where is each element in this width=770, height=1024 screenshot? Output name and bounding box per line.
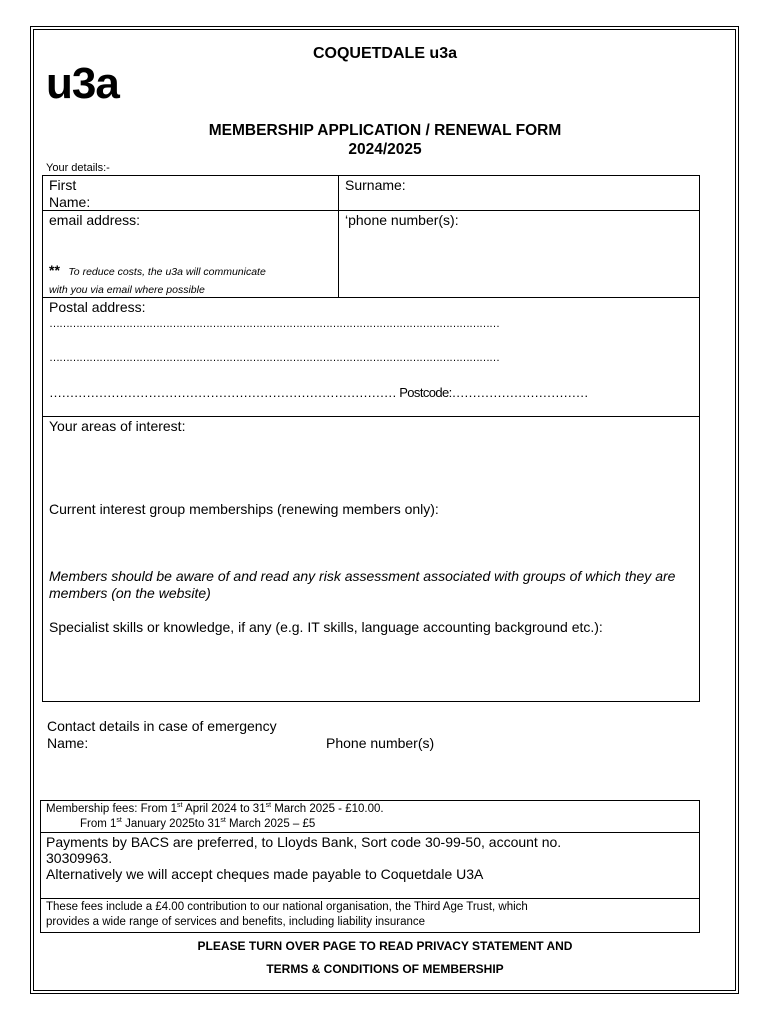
- fees-january-part-c: March 2025 – £5: [225, 817, 316, 830]
- your-details-label: Your details:-: [46, 162, 110, 174]
- emergency-name-label: Name:: [47, 735, 89, 751]
- postal-top-line: [42, 297, 700, 298]
- postal-line-2: ………………………………………………………………………………………………………………………: [49, 352, 499, 364]
- payment-line-3: Alternatively we will accept cheques made payable to Coquetdale U3A: [46, 866, 484, 882]
- email-note-line2: with you via email where possible: [49, 284, 205, 296]
- fees-january-part-b: January 2025to 31: [121, 817, 221, 830]
- fees-annual-sup-1: st: [177, 802, 183, 809]
- fees-january-part-a: From 1: [80, 817, 117, 830]
- email-note-line1: To reduce costs, the u3a will communicate: [68, 266, 266, 278]
- form-title: MEMBERSHIP APPLICATION / RENEWAL FORM: [208, 122, 562, 139]
- fees-line-1: [40, 832, 700, 833]
- fees-annual-part-b: April 2024 to 31: [182, 802, 266, 815]
- postal-line-3: ………………………………………………………………………… Postcode:……………………………: [49, 385, 589, 400]
- fees-annual-part-c: March 2025 - £10.00.: [271, 802, 384, 815]
- postal-address-label: Postal address:: [49, 299, 146, 315]
- fees-line-annual: [46, 802, 384, 815]
- emergency-phone-label: Phone number(s): [326, 735, 435, 751]
- u3a-logo: [46, 62, 138, 104]
- payment-line-1: Payments by BACS are preferred, to Lloyds Bank, Sort code 30-99-50, account no.: [46, 834, 562, 850]
- fees-annual-part-a: Membership fees: From 1: [46, 802, 178, 815]
- areas-of-interest-label: Your areas of interest:: [49, 418, 186, 434]
- org-name: COQUETDALE u3a: [312, 45, 457, 62]
- postal-line-1: ………………………………………………………………………………………………………………………: [49, 318, 499, 330]
- first-name-label-1: First: [49, 177, 77, 193]
- form-year: 2024/2025: [348, 141, 422, 158]
- email-note-stars: **: [49, 262, 60, 278]
- footer-line-1: PLEASE TURN OVER PAGE TO READ PRIVACY STATEMENT AND: [197, 939, 573, 953]
- footer-line-2: TERMS & CONDITIONS OF MEMBERSHIP: [266, 962, 504, 976]
- specialist-skills-label: Specialist skills or knowledge, if any (e.g. IT skills, language accounting background etc.):: [49, 619, 603, 635]
- fees-line-january: [80, 817, 315, 830]
- email-note: [49, 262, 266, 280]
- current-groups-label: Current interest group memberships (renewing members only):: [49, 501, 439, 517]
- details-row-line: [42, 210, 700, 211]
- interests-box: [42, 416, 700, 702]
- fees-january-sup-2: st: [220, 817, 226, 824]
- svg-text:u3a: u3a: [46, 62, 119, 104]
- risk-assessment-note: Members should be aware of and read any risk assessment associated with groups of which they are members (on the website): [49, 568, 676, 601]
- fees-line-2: [40, 898, 700, 899]
- email-label: email address:: [49, 212, 141, 228]
- first-name-label-2: Name:: [49, 194, 91, 210]
- contribution-line-1: These fees include a £4.00 contribution to our national organisation, the Third Age Trust, which: [46, 901, 528, 913]
- contribution-line-2: provides a wide range of services and benefits, including liability insurance: [46, 916, 426, 928]
- phone-label: ‘phone number(s):: [345, 212, 459, 228]
- fees-january-sup-1: st: [116, 817, 122, 824]
- surname-label: Surname:: [345, 177, 406, 193]
- payment-line-2: 30309963.: [46, 850, 113, 866]
- details-divider: [338, 175, 339, 298]
- emergency-heading: Contact details in case of emergency: [47, 718, 277, 734]
- fees-annual-sup-2: st: [265, 802, 272, 809]
